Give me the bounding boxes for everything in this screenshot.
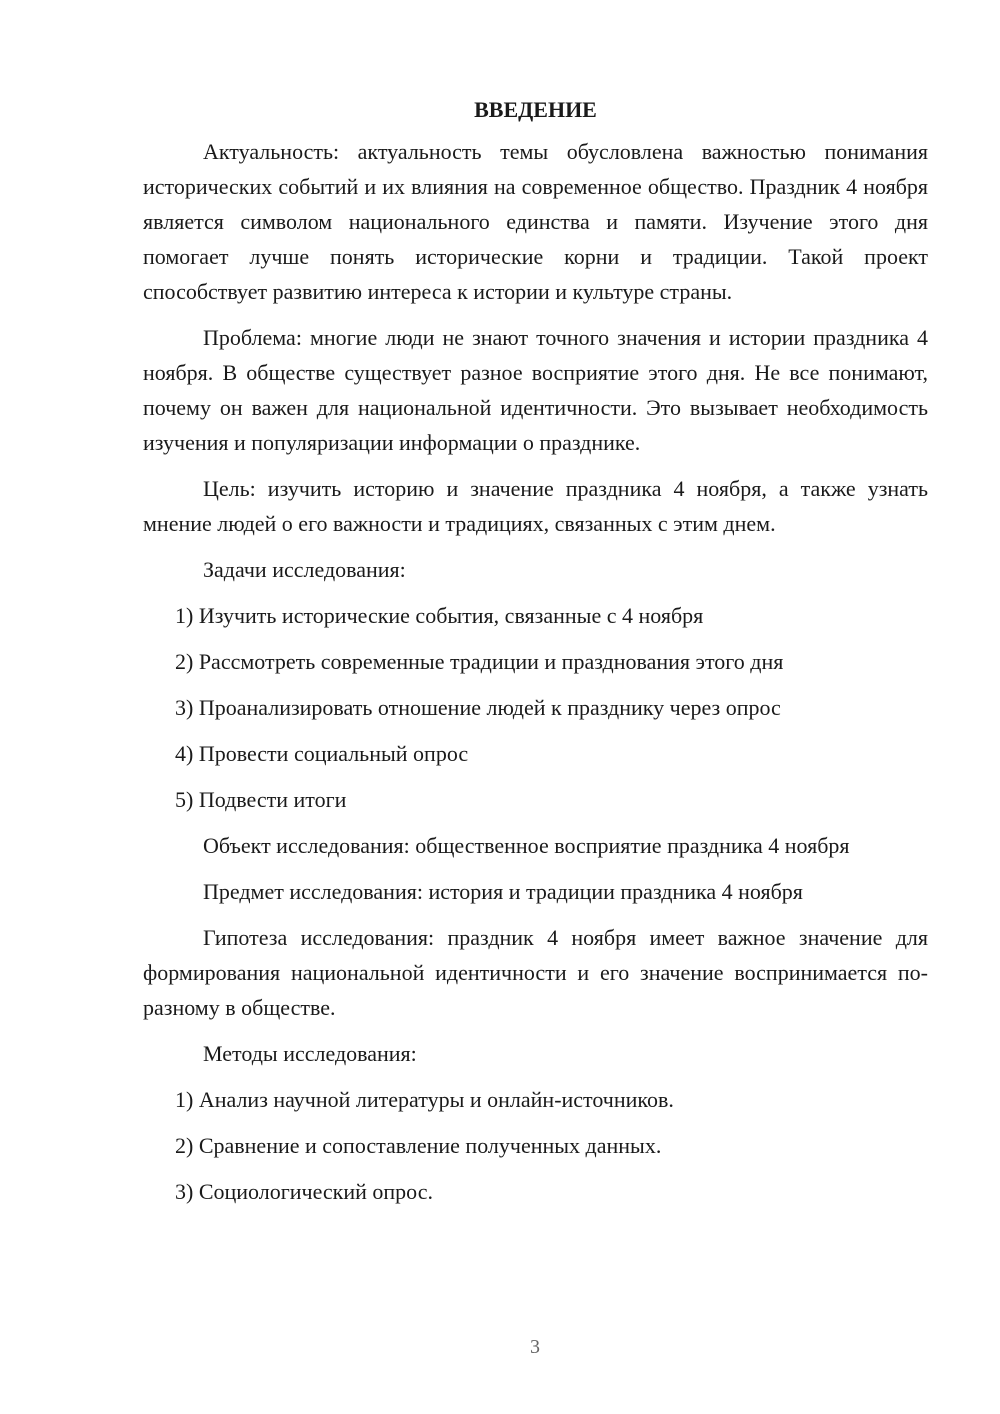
tasks-list bbox=[143, 598, 928, 817]
list-item: 1) Анализ научной литературы и онлайн-источников. bbox=[175, 1087, 674, 1112]
list-item: 2) Рассмотреть современные традиции и празднования этого дня bbox=[175, 649, 784, 674]
relevance-paragraph: Актуальность: актуальность темы обусловлена важностью понимания исторических событий и их влияния на современное общество. Праздник 4 ноября является символом национального единства и памяти. Изучение этого дня помогает лучше понять исторические корни и традиции. Такой проект способствует развитию интереса к истории и культуре страны. bbox=[143, 139, 928, 304]
problem-paragraph: Проблема: многие люди не знают точного значения и истории праздника 4 ноября. В обществе существует разное восприятие этого дня. Не все понимают, почему он важен для национальной идентичности. Это вызывает необходимость изучения и популяризации информации о празднике. bbox=[143, 325, 928, 455]
methods-heading: Методы исследования: bbox=[203, 1041, 417, 1066]
tasks-heading: Задачи исследования: bbox=[203, 557, 406, 582]
methods-list bbox=[143, 1082, 928, 1209]
page-number: 3 bbox=[530, 1336, 540, 1358]
list-item: 2) Сравнение и сопоставление полученных данных. bbox=[175, 1133, 662, 1158]
document-page bbox=[143, 96, 928, 1220]
list-item: 1) Изучить исторические события, связанные с 4 ноября bbox=[175, 603, 704, 628]
list-item: 5) Подвести итоги bbox=[175, 787, 347, 812]
hypothesis-paragraph: Гипотеза исследования: праздник 4 ноября имеет важное значение для формирования национальной идентичности и его значение воспринимается по-разному в обществе. bbox=[143, 925, 928, 1020]
page-title: ВВЕДЕНИЕ bbox=[474, 97, 597, 122]
subject-paragraph: Предмет исследования: история и традиции праздника 4 ноября bbox=[203, 879, 803, 904]
list-item: 4) Провести социальный опрос bbox=[175, 741, 469, 766]
list-item: 3) Проанализировать отношение людей к празднику через опрос bbox=[175, 695, 781, 720]
list-item: 3) Социологический опрос. bbox=[175, 1179, 433, 1204]
goal-paragraph: Цель: изучить историю и значение праздника 4 ноября, а также узнать мнение людей о его важности и традициях, связанных с этим днем. bbox=[143, 476, 928, 536]
object-paragraph: Объект исследования: общественное восприятие праздника 4 ноября bbox=[203, 833, 850, 858]
